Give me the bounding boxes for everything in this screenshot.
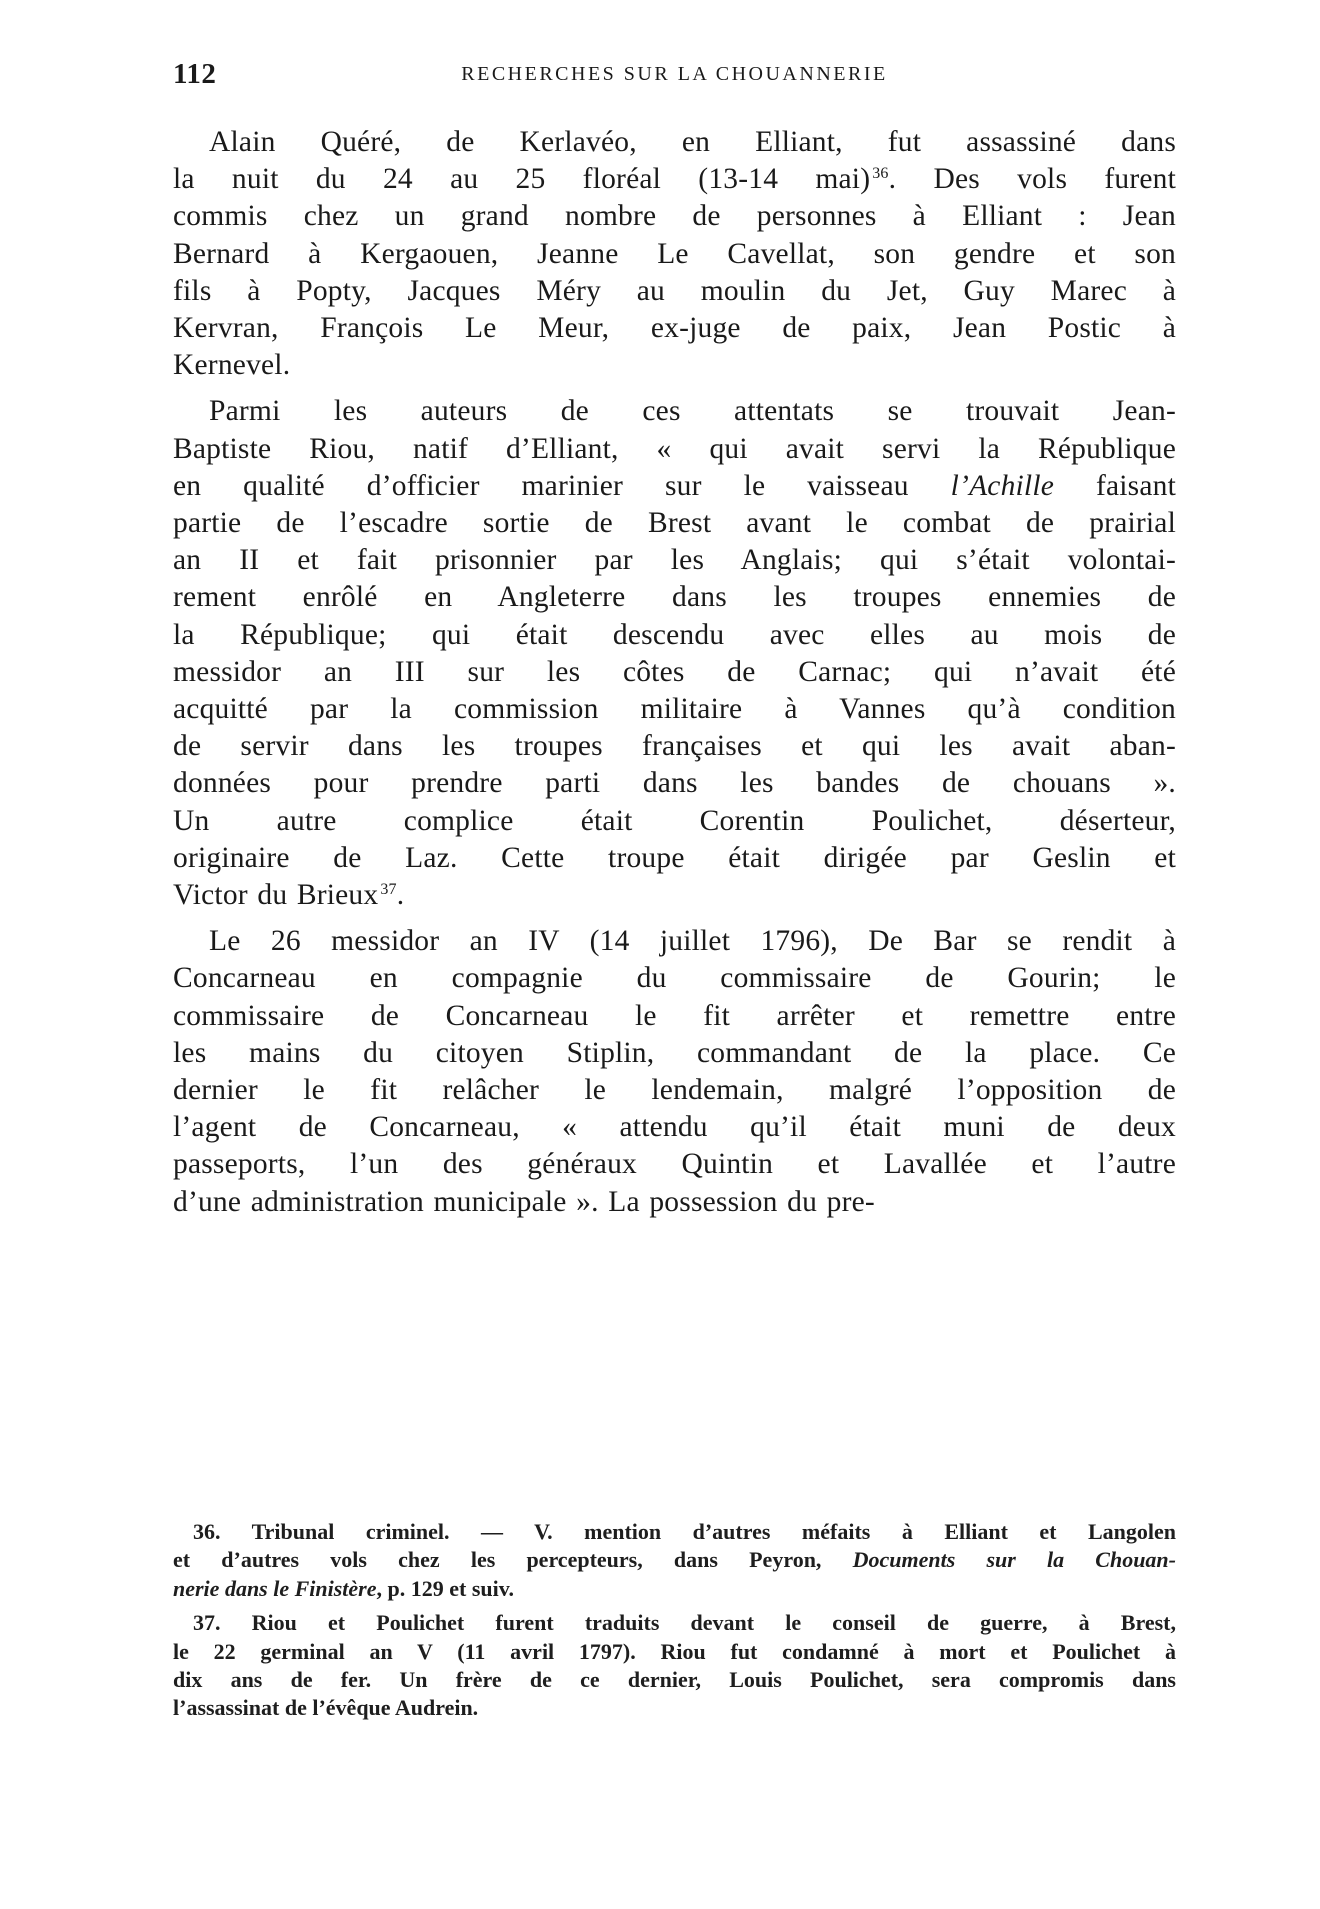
italic-title: nerie dans le Finistère <box>173 1575 377 1601</box>
text-line: d’une administration municipale ». La possession du pre- <box>173 1185 875 1218</box>
paragraph <box>173 124 1176 384</box>
text-line: l’assassinat de l’évêque Audrein. <box>173 1695 479 1721</box>
text-line: nerie dans le Finistère, p. 129 et suiv. <box>173 1575 515 1601</box>
footnote-reference[interactable]: 37 <box>380 881 397 899</box>
text-line: commis chez un grand nombre de personnes à Elliant : Jean <box>173 200 1176 233</box>
text-line: et d’autres vols chez les percepteurs, dans Peyron, Documents sur la Chouan- <box>173 1547 1176 1573</box>
italic-title: Documents sur la Chouan- <box>852 1547 1176 1573</box>
text-line: passeports, l’un des généraux Quintin et Lavallée et l’autre <box>173 1148 1176 1181</box>
text-line: la nuit du 24 au 25 floréal (13-14 mai) $^{36}$. Des vols furent <box>173 163 1176 196</box>
text-line: 36. Tribunal criminel. — V. mention d’autres méfaits à Elliant et Langolen <box>193 1519 1176 1544</box>
text-line: messidor an III sur les côtes de Carnac; qui n’avait été <box>173 655 1176 688</box>
text-line: fils à Popty, Jacques Méry au moulin du Jet, Guy Marec à <box>173 274 1176 307</box>
text-line: Baptiste Riou, natif d’Elliant, « qui avait servi la République <box>173 432 1176 465</box>
text-line: en qualité d’officier marinier sur le vaisseau l’Achille faisant <box>173 469 1176 502</box>
text-line: Parmi les auteurs de ces attentats se trouvait Jean- <box>209 395 1176 428</box>
text-line: le 22 germinal an V (11 avril 1797). Riou fut condamné à mort et Poulichet à <box>173 1638 1176 1664</box>
text-line: Kervran, François Le Meur, ex-juge de paix, Jean Postic à <box>173 312 1176 345</box>
footnotes <box>173 1518 1176 1729</box>
text-line: partie de l’escadre sortie de Brest avant le combat de prairial <box>173 507 1176 540</box>
book-page <box>173 58 1176 1230</box>
text-line: Bernard à Kergaouen, Jeanne Le Cavellat, son gendre et son <box>173 237 1176 270</box>
text-line: dix ans de fer. Un frère de ce dernier, Louis Poulichet, sera compromis dans <box>173 1667 1176 1693</box>
body-text <box>173 124 1176 1221</box>
text-line: dernier le fit relâcher le lendemain, malgré l’opposition de <box>173 1074 1176 1107</box>
text-line: commissaire de Concarneau le fit arrêter et remettre entre <box>173 999 1176 1032</box>
text-line: an II et fait prisonnier par les Anglais; qui s’était volontai- <box>173 544 1176 577</box>
text-line: l’agent de Concarneau, « attendu qu’il était muni de deux <box>173 1111 1176 1144</box>
text-line: originaire de Laz. Cette troupe était dirigée par Geslin et <box>173 841 1176 874</box>
text-line: Alain Quéré, de Kerlavéo, en Elliant, fut assassiné dans <box>209 126 1176 158</box>
page-number: 112 <box>173 58 217 90</box>
running-head <box>173 58 1176 98</box>
text-line: de servir dans les troupes françaises et qui les avait aban- <box>173 730 1176 763</box>
footnote <box>173 1609 1176 1723</box>
text-line: 37. Riou et Poulichet furent traduits devant le conseil de guerre, à Brest, <box>193 1610 1176 1636</box>
paragraph <box>173 393 1176 914</box>
text-line: Concarneau en compagnie du commissaire de Gourin; le <box>173 962 1176 995</box>
text-line: Le 26 messidor an IV (14 juillet 1796), De Bar se rendit à <box>209 925 1176 958</box>
text-line: rement enrôlé en Angleterre dans les troupes ennemies de <box>173 581 1176 614</box>
text-line: la République; qui était descendu avec elles au mois de <box>173 618 1176 651</box>
text-line: les mains du citoyen Stiplin, commandant de la place. Ce <box>173 1036 1176 1069</box>
paragraph <box>173 923 1176 1221</box>
text-line: acquitté par la commission militaire à Vannes qu’à condition <box>173 693 1176 726</box>
text-line: Victor du Brieux $^{37}$. <box>173 879 405 912</box>
italic-title: l’Achille <box>950 469 1055 502</box>
text-line: données pour prendre parti dans les bandes de chouans ». <box>173 767 1176 800</box>
footnote-reference[interactable]: 36 <box>872 165 889 183</box>
text-line: Kernevel. <box>173 349 291 382</box>
text-line: Un autre complice était Corentin Poulichet, déserteur, <box>173 804 1176 837</box>
running-title: RECHERCHES SUR LA CHOUANNERIE <box>461 63 888 85</box>
footnote <box>173 1518 1176 1603</box>
